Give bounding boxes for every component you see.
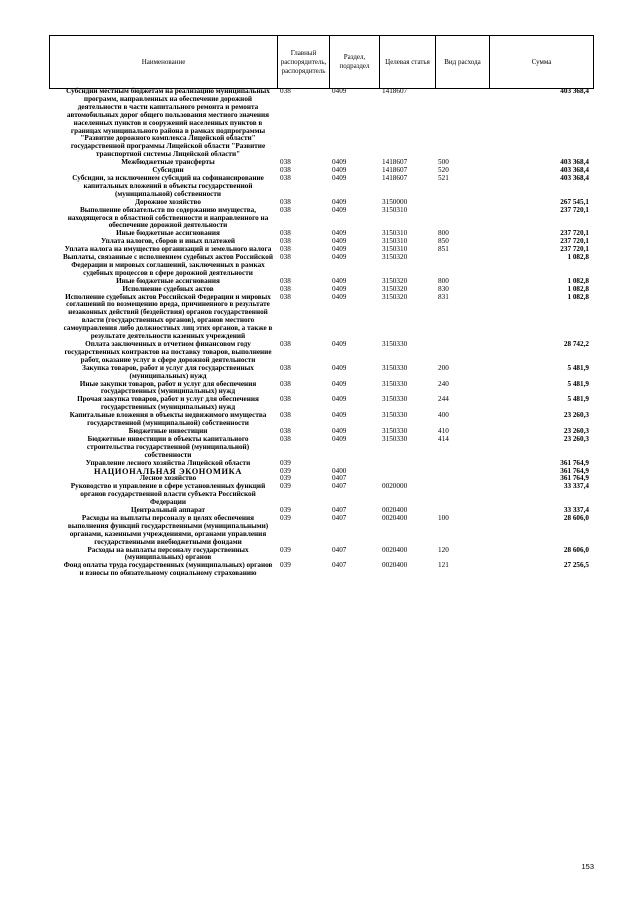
cell-sum: 5 481,9 (567, 395, 589, 404)
cell-name: Иные закупки товаров, работ и услуг для обеспечения государственных (муниципальных) нужд (79, 379, 257, 396)
cell-vr (435, 460, 489, 468)
table-row (49, 381, 593, 397)
cell-name: Прочая закупка товаров, работ и услуг для обеспечения государственных (муниципальных) нужд (77, 395, 259, 412)
cell-sum: 237 720,1 (560, 237, 589, 246)
cell-name: Межбюджетные трансферты (121, 158, 215, 167)
cell-vr: 200 (438, 363, 449, 372)
table-row (49, 562, 593, 578)
cell-gr: 038 (280, 166, 291, 175)
cell-cs: 0020000 (382, 482, 408, 491)
cell-gr: 038 (280, 284, 291, 293)
cell-cs: 1418607 (382, 173, 408, 182)
cell-gr: 039 (280, 513, 291, 522)
cell-rz: 0400 (332, 466, 347, 475)
cell-name: Бюджетные инвестиции (128, 426, 208, 435)
cell-sum: 27 256,5 (563, 561, 589, 570)
table-row (49, 254, 593, 278)
cell-cs: 3150320 (382, 253, 408, 262)
cell-cs: 3150330 (382, 340, 408, 348)
cell-gr: 038 (280, 205, 291, 214)
table-row (49, 159, 593, 167)
table-row (49, 365, 593, 381)
cell-name: Уплата налога на имущество организаций и земельного налога (64, 245, 272, 254)
cell-vr (435, 88, 489, 159)
cell-sum: 403 368,4 (560, 158, 589, 167)
cell-vr: 410 (438, 426, 449, 435)
cell-vr: 850 (438, 237, 449, 246)
cell-name: Уплата налогов, сборов и иных платежей (100, 237, 236, 246)
cell-rz: 0407 (332, 561, 347, 570)
cell-name: Закупка товаров, работ и услуг для государственных (муниципальных) нужд (82, 363, 254, 380)
cell-cs: 3150330 (382, 395, 408, 404)
cell-name: Расходы на выплаты персоналу государственных (муниципальных) органов (87, 545, 249, 562)
cell-sum: 33 337,4 (563, 482, 589, 491)
cell-cs: 0020400 (382, 545, 408, 554)
cell-rz: 0409 (332, 245, 347, 254)
cell-sum: 5 481,9 (567, 363, 589, 372)
cell-name: Лесное хозяйство (139, 474, 197, 483)
cell-rz: 0407 (332, 482, 347, 491)
cell-rz: 0409 (332, 426, 347, 435)
cell-gr: 038 (280, 158, 291, 167)
cell-name: Исполнение судебных актов (122, 284, 214, 293)
cell-vr: 831 (438, 292, 449, 301)
cell-cs: 3150310 (382, 205, 408, 214)
cell-sum: 1 082,8 (567, 253, 589, 262)
cell-gr: 038 (280, 276, 291, 285)
cell-rz: 0409 (332, 253, 347, 262)
cell-gr: 039 (280, 561, 291, 570)
cell-name: Дорожное хозяйство (135, 197, 201, 206)
cell-gr: 038 (280, 253, 291, 262)
cell-vr (435, 483, 489, 507)
cell-sum: 361 764,9 (560, 474, 589, 483)
header-cs: Целевая статья (380, 36, 436, 89)
cell-cs: 0020400 (382, 513, 408, 522)
cell-rz: 0409 (332, 87, 347, 95)
cell-gr: 039 (280, 545, 291, 554)
cell-rz: 0409 (332, 411, 347, 420)
cell-name: Субсидии, за исключением субсидий на софинансирование капитальных вложений в объекты государственной (муниципальной) собственности (72, 173, 264, 198)
header-sum: Сумма (490, 36, 594, 89)
cell-rz: 0407 (332, 513, 347, 522)
cell-gr: 038 (280, 87, 291, 95)
cell-sum: 28 606,0 (563, 545, 589, 554)
cell-rz: 0409 (332, 340, 347, 348)
table-row (49, 207, 593, 231)
cell-rz: 0409 (332, 197, 347, 206)
header-razdel: Раздел, подраздел (330, 36, 380, 89)
cell-sum: 28 742,2 (563, 340, 589, 348)
cell-vr: 521 (438, 173, 449, 182)
cell-cs: 3150330 (382, 411, 408, 420)
cell-cs: 3150330 (382, 434, 408, 443)
table-row (49, 294, 593, 341)
table-row (49, 88, 593, 159)
cell-cs (379, 460, 435, 468)
table-row (49, 412, 593, 428)
page-number: 153 (581, 862, 594, 871)
cell-gr: 038 (280, 292, 291, 301)
cell-vr: 520 (438, 166, 449, 175)
cell-cs: 3150320 (382, 292, 408, 301)
cell-rz: 0407 (332, 506, 347, 515)
cell-sum: 1 082,8 (567, 276, 589, 285)
cell-gr: 038 (280, 363, 291, 372)
cell-rz: 0409 (332, 229, 347, 238)
table-row (49, 468, 593, 476)
cell-cs: 0020400 (382, 506, 408, 515)
cell-vr (435, 475, 489, 483)
cell-sum: 23 260,3 (563, 411, 589, 420)
cell-gr: 039 (280, 458, 291, 467)
cell-sum: 237 720,1 (560, 205, 589, 214)
cell-name: НАЦИОНАЛЬНАЯ ЭКОНОМИКА (94, 466, 242, 476)
cell-cs: 1418607 (382, 166, 408, 175)
cell-sum: 361 764,9 (560, 458, 589, 467)
cell-gr: 038 (280, 173, 291, 182)
cell-name: Руководство и управление в сфере установленных функций органов государственной власти субъекта Российской Федерации (70, 482, 266, 507)
cell-vr (435, 341, 489, 365)
cell-sum: 23 260,3 (563, 434, 589, 443)
cell-rz: 0409 (332, 363, 347, 372)
cell-vr: 414 (438, 434, 449, 443)
table-row (49, 175, 593, 199)
cell-rz: 0409 (332, 158, 347, 167)
cell-sum: 403 368,4 (560, 173, 589, 182)
cell-name: Исполнение судебных актов Российской Федерации и мировых соглашений по возмещению вреда, причиненного в результате незаконных действий (бездействия) органов государственной власти (государственных органов), органов местного самоуправления либо должностных лиц этих органов, а также в результате деятельности казенных учреждений (63, 292, 273, 341)
cell-cs: 3150310 (382, 229, 408, 238)
budget-table (49, 88, 593, 578)
cell-cs: 3150320 (382, 276, 408, 285)
cell-gr: 038 (280, 340, 291, 348)
cell-rz: 0409 (332, 173, 347, 182)
cell-vr (435, 468, 489, 476)
cell-gr: 038 (280, 434, 291, 443)
cell-name: Выплаты, связанные с исполнением судебных актов Российской Федерации и мировых соглашений, заключенных в рамках судебных процессов в сфере дорожной деятельности (63, 253, 273, 277)
cell-cs: 3150330 (382, 363, 408, 372)
cell-vr: 120 (438, 545, 449, 554)
cell-cs: 3150320 (382, 284, 408, 293)
cell-sum: 33 337,4 (563, 506, 589, 515)
cell-rz: 0409 (332, 292, 347, 301)
cell-rz: 0409 (332, 434, 347, 443)
table-row (49, 483, 593, 507)
cell-name: Фонд оплаты труда государственных (муниципальных) органов и взносы по обязательному социальному страхованию (63, 561, 273, 578)
cell-name: Бюджетные инвестиции в объекты капитального строительства государственной (муниципальной) собственности (86, 434, 250, 459)
cell-sum: 23 260,3 (563, 426, 589, 435)
cell-name: Оплата заключенных в отчетном финансовом году государственных контрактов на поставку товаров, выполнение работ, оказание услуг в сфере дорожной деятельности (64, 340, 272, 364)
cell-sum: 1 082,8 (567, 284, 589, 293)
header-grbs: Главный распорядитель, распорядитель (278, 36, 330, 89)
cell-vr: 800 (438, 229, 449, 238)
cell-vr: 851 (438, 245, 449, 254)
cell-gr: 038 (280, 426, 291, 435)
cell-vr (435, 207, 489, 231)
cell-gr: 038 (280, 379, 291, 388)
cell-sum: 28 606,0 (563, 513, 589, 522)
cell-name: Иные бюджетные ассигнования (116, 276, 220, 285)
cell-vr: 800 (438, 276, 449, 285)
cell-sum: 403 368,4 (560, 166, 589, 175)
cell-cs: 3150310 (382, 237, 408, 246)
cell-name: Выполнение обязательств по содержанию имущества, находящегося в областной собственности и направленного на обеспечение дорожной деятельности (67, 205, 269, 230)
header-name: Наименование (50, 36, 278, 89)
cell-gr: 039 (280, 482, 291, 491)
cell-rz: 0407 (332, 474, 347, 483)
cell-cs: 3150330 (382, 379, 408, 388)
cell-name: Управление лесного хозяйства Лицейской области (85, 458, 251, 467)
cell-name: Центральный аппарат (130, 506, 206, 515)
cell-cs: 1418607 (382, 87, 408, 95)
header-vr: Вид расхода (436, 36, 490, 89)
table-row (49, 515, 593, 547)
cell-gr: 039 (280, 506, 291, 515)
cell-vr: 500 (438, 158, 449, 167)
cell-vr (435, 254, 489, 278)
cell-rz: 0409 (332, 237, 347, 246)
cell-sum: 237 720,1 (560, 229, 589, 238)
cell-vr: 240 (438, 379, 449, 388)
cell-vr: 121 (438, 561, 449, 570)
cell-gr: 038 (280, 411, 291, 420)
table-row (49, 547, 593, 563)
cell-rz: 0409 (332, 379, 347, 388)
cell-gr: 038 (280, 395, 291, 404)
cell-cs: 0020400 (382, 561, 408, 570)
cell-vr: 830 (438, 284, 449, 293)
cell-name: Капитальные вложения в объекты недвижимого имущества государственной (муниципальной) собственности (69, 411, 267, 428)
cell-name: Субсидии (152, 166, 184, 175)
cell-rz: 0409 (332, 166, 347, 175)
cell-cs: 3150310 (382, 245, 408, 254)
cell-name: Субсидии местным бюджетам на реализацию муниципальных программ, направленных на обеспечение дорожной деятельности в части капитального ремонта и ремонта автомобильных дорог общего пользования местного значения населенных пунктов и сооружений населенных пунктов в границах муниципального района в рамках подпрограммы "Развитие дорожного комплекса Лицейской области" государственной программы Лицейской области "Развитие транспортной системы Лицейской области" (66, 87, 270, 159)
cell-gr: 038 (280, 229, 291, 238)
cell-rz: 0409 (332, 284, 347, 293)
cell-vr (435, 199, 489, 207)
cell-rz: 0409 (332, 276, 347, 285)
cell-sum: 5 481,9 (567, 379, 589, 388)
cell-sum: 267 545,1 (560, 197, 589, 206)
cell-sum: 403 368,4 (560, 87, 589, 95)
cell-vr: 244 (438, 395, 449, 404)
cell-gr: 038 (280, 197, 291, 206)
cell-sum: 237 720,1 (560, 245, 589, 254)
cell-rz: 0409 (332, 205, 347, 214)
table-row (49, 396, 593, 412)
cell-name: Расходы на выплаты персоналу в целях обеспечения выполнения функций государственными (муниципальными) органами, казенными учреждениями, органами управления государственными внебюджетными фондами (67, 513, 269, 546)
cell-vr: 400 (438, 411, 449, 420)
cell-gr: 038 (280, 237, 291, 246)
cell-sum: 361 764,9 (560, 466, 589, 475)
cell-gr: 038 (280, 245, 291, 254)
cell-vr: 100 (438, 513, 449, 522)
cell-cs: 1418607 (382, 158, 408, 167)
cell-sum: 1 082,8 (567, 292, 589, 301)
cell-cs: 3150330 (382, 426, 408, 435)
cell-gr: 039 (280, 466, 291, 475)
table-row (49, 341, 593, 365)
cell-name: Иные бюджетные ассигнования (116, 229, 220, 238)
table-row (49, 436, 593, 460)
cell-cs (379, 468, 435, 476)
cell-rz: 0409 (332, 395, 347, 404)
table-header (49, 35, 594, 89)
cell-gr: 039 (280, 474, 291, 483)
cell-rz: 0407 (332, 545, 347, 554)
cell-cs: 3150000 (382, 197, 408, 206)
